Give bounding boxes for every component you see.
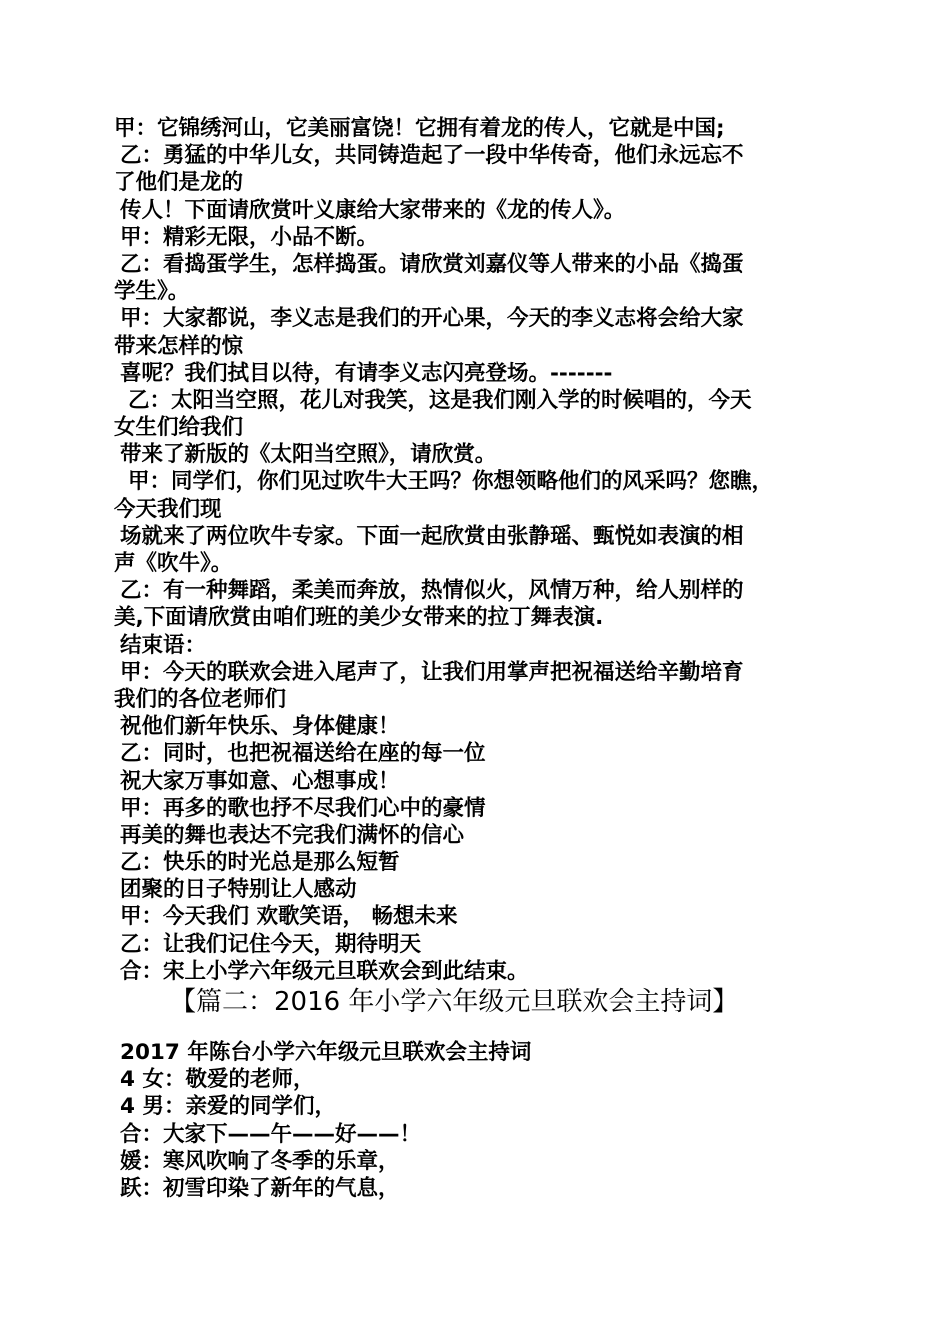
text-line: 乙：太阳当空照，花儿对我笑，这是我们刚入学的时候唱的，今天 [128,387,752,413]
text-line: 我们的各位老师们 [114,686,287,712]
text-line: 今天我们现 [114,496,222,522]
text-line: 甲：同学们，你们见过吹牛大王吗？你想领略他们的风采吗？您瞧， [128,469,774,495]
text-line: 祝他们新年快乐、身体健康！ [120,714,400,740]
text-line: 再美的舞也表达不完我们满怀的信心 [120,822,465,848]
text-line: 甲：大家都说，李义志是我们的开心果，今天的李义志将会给大家 [120,306,744,332]
script-part-two [114,1039,844,1202]
text-line: 祝大家万事如意、心想事成！ [120,768,400,794]
text-line: 合：大家下——午——好——！ [120,1121,422,1147]
text-line: 团聚的日子特别让人感动 [120,877,357,903]
text-line: 4 女：敬爱的老师， [120,1067,315,1093]
text-line: 甲：精彩无限，小品不断。 [120,224,379,250]
text-line: 场就来了两位吹牛专家。下面一起欣赏由张静瑶、甄悦如表演的相 [120,523,744,549]
text-line: 带来怎样的惊 [114,333,244,359]
text-line: 媛：寒风吹响了冬季的乐章， [120,1148,400,1174]
text-line: 声《吹牛》。 [114,551,233,576]
text-line: 跃：初雪印染了新年的气息， [120,1175,400,1201]
text-line: 传人！下面请欣赏叶义康给大家带来的《龙的传人》。 [120,197,626,223]
text-line: 带来了新版的《太阳当空照》，请欣赏。 [120,442,497,468]
text-line: 了他们是龙的 [114,170,244,196]
text-line: 甲：它锦绣河山，它美丽富饶！它拥有着龙的传人，它就是中国; [114,116,725,141]
text-line: 4 男：亲爱的同学们， [120,1094,336,1120]
text-line: 合：宋上小学六年级元旦联欢会到此结束。 [120,958,529,984]
text-line: 乙：有一种舞蹈，柔美而奔放，热情似火，风情万种，给人别样的 [120,578,744,604]
text-line: 乙：同时，也把祝福送给在座的每一位 [120,741,486,767]
text-line: 乙：勇猛的中华儿女，共同铸造起了一段中华传奇，他们永远忘不 [120,143,744,169]
text-line: 甲：今天我们 欢歌笑语， 畅想未来 [120,904,458,930]
section-heading: 【篇二：2016 年小学六年级元旦联欢会主持词】 [170,987,739,1017]
text-line: 甲：再多的歌也抒不尽我们心中的豪情 [120,795,486,821]
text-line: 喜呢？我们拭目以待，有请李义志闪亮登场。------- [120,360,613,386]
script-part-one [114,115,844,985]
text-line: 乙：让我们记住今天，期待明天 [120,931,422,957]
document-body [114,115,844,1202]
text-line: 乙：看捣蛋学生，怎样捣蛋。请欣赏刘嘉仪等人带来的小品《捣蛋 [120,251,744,277]
text-line: 美,下面请欣赏由咱们班的美少女带来的拉丁舞表演. [114,605,604,631]
text-line: 学生》。 [114,279,190,305]
text-line: 乙：快乐的时光总是那么短暂 [120,850,400,876]
text-line: 结束语： [120,632,207,658]
text-line: 甲：今天的联欢会进入尾声了，让我们用掌声把祝福送给辛勤培育 [120,659,744,685]
text-line: 2017 年陈台小学六年级元旦联欢会主持词 [120,1040,532,1065]
text-line: 女生们给我们 [114,415,244,441]
